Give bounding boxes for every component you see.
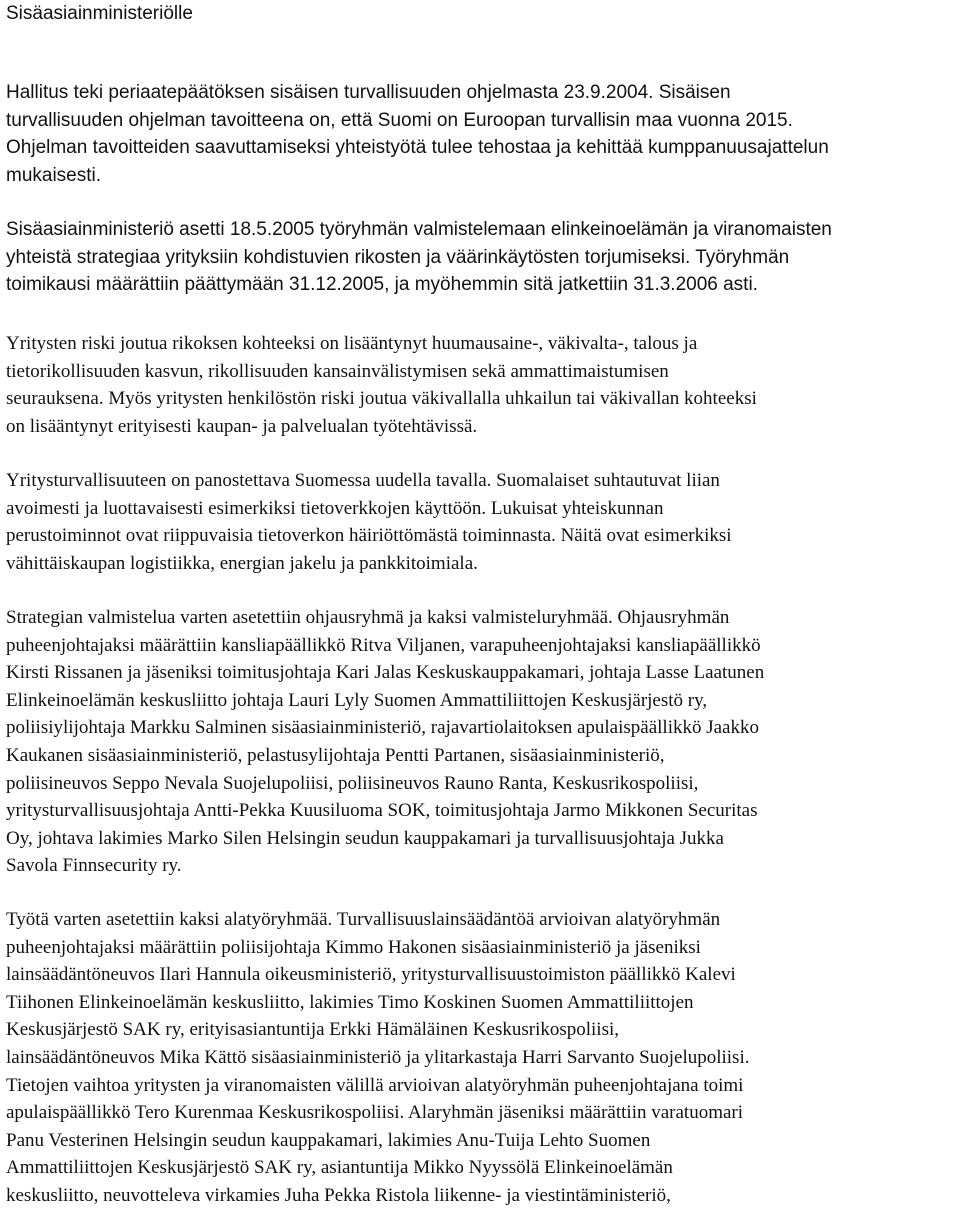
text-line: Sisäasiainministeriö asetti 18.5.2005 työryhmän valmistelemaan elinkeinoelämän ja viranomaisten	[6, 219, 832, 240]
text-line: Työtä varten asetettiin kaksi alatyöryhmää. Turvallisuuslainsäädäntöä arvioivan alatyöryhmän	[6, 909, 721, 930]
paragraph-4	[6, 467, 956, 577]
text-line: mukaisesti.	[6, 164, 102, 186]
text-line: Tietojen vaihtoa yritysten ja viranomaisten välillä arvioivan alatyöryhmän puheenjohtajana toimi	[6, 1074, 744, 1096]
text-line: Strategian valmistelua varten asetettiin ohjausryhmä ja kaksi valmisteluryhmää. Ohjausryhmän	[6, 607, 730, 628]
text-line: Kirsti Rissanen ja jäseniksi toimitusjohtaja Kari Jalas Keskuskauppakamari, johtaja Lasse Laatunen	[6, 662, 765, 684]
text-line: Panu Vesterinen Helsingin seudun kauppakamari, lakimies Anu-Tuija Lehto Suomen	[6, 1129, 651, 1151]
text-line: toimikausi määrättiin päättymään 31.12.2005, ja myöhemmin sitä jatkettiin 31.3.2006 asti.	[6, 274, 758, 296]
text-line: Oy, johtava lakimies Marko Silen Helsingin seudun kauppakamari ja turvallisuusjohtaja Jukka	[6, 827, 724, 849]
text-line: puheenjohtajaksi määrättiin kansliapäällikkö Ritva Viljanen, varapuheenjohtajaksi kansliapäällikkö	[6, 634, 761, 656]
document-heading: Sisäasiainministeriölle	[6, 3, 193, 24]
text-line: avoimesti ja luottavaisesti esimerkiksi tietoverkkojen käyttöön. Lukuisat yhteiskunnan	[6, 497, 664, 519]
text-line: yritysturvallisuusjohtaja Antti-Pekka Kuusiluoma SOK, toimitusjohtaja Jarmo Mikkonen Securitas	[6, 800, 758, 822]
paragraph-6	[6, 906, 956, 1210]
paragraph-1	[6, 79, 956, 189]
paragraph-2	[6, 216, 956, 299]
text-line: Hallitus teki periaatepäätöksen sisäisen turvallisuuden ohjelmasta 23.9.2004. Sisäisen	[6, 82, 731, 103]
text-line: Elinkeinoelämän keskusliitto johtaja Lauri Lyly Suomen Ammattiliittojen Keskusjärjestö ry,	[6, 689, 708, 711]
text-line: Kaukanen sisäasiainministeriö, pelastusylijohtaja Pentti Partanen, sisäasiainministeriö,	[6, 744, 665, 766]
text-line: Yritysten riski joutua rikoksen kohteeksi on lisääntynyt huumausaine-, väkivalta-, talous ja	[6, 333, 698, 354]
text-line: Savola Finnsecurity ry.	[6, 855, 182, 877]
text-line: Yritysturvallisuuteen on panostettava Suomessa uudella tavalla. Suomalaiset suhtautuvat liian	[6, 470, 720, 491]
text-line: poliisineuvos Seppo Nevala Suojelupoliisi, poliisineuvos Rauno Ranta, Keskusrikospoliisi,	[6, 772, 699, 794]
text-line: lainsäädäntöneuvos Mika Kättö sisäasiainministeriö ja ylitarkastaja Harri Sarvanto Suojelupoliisi.	[6, 1046, 750, 1068]
text-line: poliisiylijohtaja Markku Salminen sisäasiainministeriö, rajavartiolaitoksen apulaispäällikkö Jaakko	[6, 717, 759, 739]
text-line: tietorikollisuuden kasvun, rikollisuuden kansainvälistymisen sekä ammattimaistumisen	[6, 360, 669, 382]
document-page	[6, 0, 956, 1206]
text-line: Tiihonen Elinkeinoelämän keskusliitto, lakimies Timo Koskinen Suomen Ammattiliittojen	[6, 991, 694, 1013]
text-line: keskusliitto, neuvotteleva virkamies Juha Pekka Ristola liikenne- ja viestintäministeriö,	[6, 1184, 671, 1206]
text-line: Ohjelman tavoitteiden saavuttamiseksi yhteistyötä tulee tehostaa ja kehittää kumppanuusajattelun	[6, 137, 829, 159]
text-line: yhteistä strategiaa yrityksiin kohdistuvien rikosten ja väärinkäytösten torjumiseksi. Työryhmän	[6, 246, 790, 268]
paragraph-3	[6, 330, 956, 440]
text-line: seurauksena. Myös yritysten henkilöstön riski joutua väkivallalla uhkailun tai väkivallan kohteeksi	[6, 388, 757, 410]
text-line: Keskusjärjestö SAK ry, erityisasiantuntija Erkki Hämäläinen Keskusrikospoliisi,	[6, 1019, 620, 1041]
text-line: on lisääntynyt erityisesti kaupan- ja palvelualan työtehtävissä.	[6, 415, 478, 437]
text-line: apulaispäällikkö Tero Kurenmaa Keskusrikospoliisi. Alaryhmän jäseniksi määrättiin varatuomari	[6, 1102, 744, 1124]
text-line: lainsäädäntöneuvos Ilari Hannula oikeusministeriö, yritysturvallisuustoimiston päällikkö Kalevi	[6, 964, 736, 986]
text-line: Ammattiliittojen Keskusjärjestö SAK ry, asiantuntija Mikko Nyyssölä Elinkeinoelämän	[6, 1157, 673, 1179]
text-line: puheenjohtajaksi määrättiin poliisijohtaja Kimmo Hakonen sisäasiainministeriö ja jäseniksi	[6, 936, 701, 958]
text-line: turvallisuuden ohjelman tavoitteena on, että Suomi on Euroopan turvallisin maa vuonna 2015.	[6, 109, 793, 131]
text-line: perustoiminnot ovat riippuvaisia tietoverkon häiriöttömästä toiminnasta. Näitä ovat esimerkiksi	[6, 525, 732, 547]
paragraph-5	[6, 604, 956, 880]
text-line: vähittäiskaupan logistiikka, energian jakelu ja pankkitoimiala.	[6, 552, 478, 574]
